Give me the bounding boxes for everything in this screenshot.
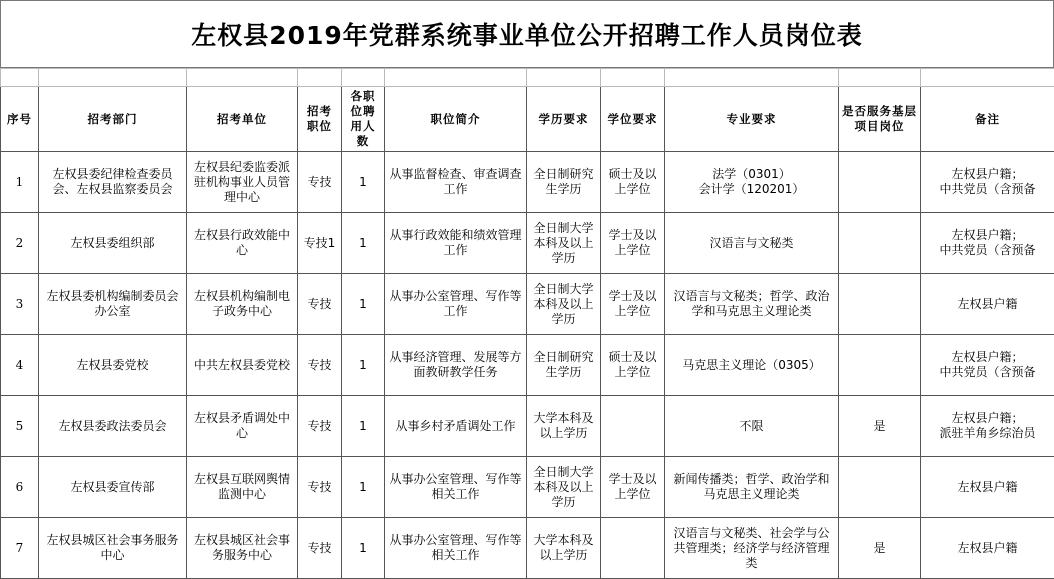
table-cell: 学士及以上学位 — [601, 457, 665, 518]
table-cell: 左权县委宣传部 — [39, 457, 187, 518]
header-cell: 招考部门 — [39, 87, 187, 152]
table-cell: 左权县委纪律检查委员会、左权县监察委员会 — [39, 152, 187, 213]
table-cell: 汉语言与文秘类；哲学、政治学和马克思主义理论类 — [665, 274, 839, 335]
table-cell: 从事办公室管理、写作等相关工作 — [385, 457, 527, 518]
table-cell: 3 — [1, 274, 39, 335]
table-cell: 专技 — [298, 457, 342, 518]
table-row — [1, 213, 1054, 274]
table-row — [1, 518, 1054, 579]
table-row — [1, 396, 1054, 457]
table-cell: 全日制大学本科及以上学历 — [527, 457, 601, 518]
table-cell: 从事经济管理、发展等方面教研教学任务 — [385, 335, 527, 396]
table-cell: 1 — [342, 152, 385, 213]
table-cell: 大学本科及以上学历 — [527, 518, 601, 579]
table-cell: 左权县矛盾调处中心 — [187, 396, 298, 457]
table-cell: 汉语言与文秘类、社会学与公共管理类；经济学与经济管理类 — [665, 518, 839, 579]
table-cell: 专技 — [298, 335, 342, 396]
table-cell: 是 — [839, 396, 921, 457]
table-cell: 1 — [342, 396, 385, 457]
table-cell: 1 — [342, 457, 385, 518]
table-cell: 左权县户籍； 中共党员（含预备 — [921, 152, 1054, 213]
table-cell: 左权县城区社会事务服务中心 — [187, 518, 298, 579]
table-cell: 6 — [1, 457, 39, 518]
table-cell: 1 — [342, 274, 385, 335]
table-cell: 全日制大学本科及以上学历 — [527, 213, 601, 274]
table-cell: 中共左权县委党校 — [187, 335, 298, 396]
table-cell: 左权县委机构编制委员会办公室 — [39, 274, 187, 335]
job-table — [0, 68, 1054, 579]
page-title: 左权县2019年党群系统事业单位公开招聘工作人员岗位表 — [0, 0, 1054, 68]
table-cell: 从事乡村矛盾调处工作 — [385, 396, 527, 457]
table-cell: 左权县委政法委员会 — [39, 396, 187, 457]
table-cell: 左权县委党校 — [39, 335, 187, 396]
table-cell: 7 — [1, 518, 39, 579]
table-cell: 左权县行政效能中心 — [187, 213, 298, 274]
table-row — [1, 457, 1054, 518]
table-cell: 汉语言与文秘类 — [665, 213, 839, 274]
header-row — [1, 87, 1054, 152]
table-cell: 大学本科及以上学历 — [527, 396, 601, 457]
header-cell: 学历要求 — [527, 87, 601, 152]
table-cell: 左权县互联网舆情监测中心 — [187, 457, 298, 518]
table-cell: 左权县户籍； 中共党员（含预备 — [921, 335, 1054, 396]
table-cell: 左权县委组织部 — [39, 213, 187, 274]
table-row — [1, 274, 1054, 335]
table-cell: 从事行政效能和绩效管理工作 — [385, 213, 527, 274]
table-cell: 1 — [1, 152, 39, 213]
table-cell: 不限 — [665, 396, 839, 457]
header-cell: 职位简介 — [385, 87, 527, 152]
table-cell: 硕士及以上学位 — [601, 152, 665, 213]
table-cell: 1 — [342, 518, 385, 579]
header-cell: 招考单位 — [187, 87, 298, 152]
table-cell: 从事监督检查、审查调查工作 — [385, 152, 527, 213]
table-cell — [839, 213, 921, 274]
table-cell: 专技 — [298, 518, 342, 579]
table-cell: 新闻传播类；哲学、政治学和马克思主义理论类 — [665, 457, 839, 518]
table-cell: 专技 — [298, 396, 342, 457]
table-cell: 学士及以上学位 — [601, 213, 665, 274]
table-cell: 全日制研究生学历 — [527, 335, 601, 396]
table-cell: 1 — [342, 335, 385, 396]
table-cell: 从事办公室管理、写作等工作 — [385, 274, 527, 335]
table-cell: 左权县纪委监委派驻机构事业人员管理中心 — [187, 152, 298, 213]
table-cell: 左权县户籍 — [921, 457, 1054, 518]
table-cell: 学士及以上学位 — [601, 274, 665, 335]
table-cell: 马克思主义理论（0305） — [665, 335, 839, 396]
table-cell — [839, 335, 921, 396]
table-cell: 左权县户籍； 派驻羊角乡综治员 — [921, 396, 1054, 457]
table-cell — [601, 518, 665, 579]
header-cell: 序号 — [1, 87, 39, 152]
header-cell: 各职位聘用人数 — [342, 87, 385, 152]
header-cell: 招考职位 — [298, 87, 342, 152]
table-cell: 2 — [1, 213, 39, 274]
table-cell: 全日制大学本科及以上学历 — [527, 274, 601, 335]
table-cell: 4 — [1, 335, 39, 396]
table-cell — [839, 274, 921, 335]
spacer-row — [1, 69, 1054, 87]
table-cell: 左权县城区社会事务服务中心 — [39, 518, 187, 579]
table-cell: 左权县户籍 — [921, 518, 1054, 579]
header-cell: 是否服务基层项目岗位 — [839, 87, 921, 152]
table-cell: 硕士及以上学位 — [601, 335, 665, 396]
table-cell: 左权县机构编制电子政务中心 — [187, 274, 298, 335]
table-cell: 1 — [342, 213, 385, 274]
table-cell — [601, 396, 665, 457]
header-cell: 专业要求 — [665, 87, 839, 152]
header-cell: 学位要求 — [601, 87, 665, 152]
table-cell — [839, 457, 921, 518]
table-cell: 左权县户籍 — [921, 274, 1054, 335]
table-cell: 是 — [839, 518, 921, 579]
table-cell — [839, 152, 921, 213]
table-cell: 专技1 — [298, 213, 342, 274]
table-cell: 专技 — [298, 152, 342, 213]
table-row — [1, 335, 1054, 396]
header-cell: 备注 — [921, 87, 1054, 152]
table-cell: 5 — [1, 396, 39, 457]
table-cell: 左权县户籍； 中共党员（含预备 — [921, 213, 1054, 274]
table-cell: 全日制研究生学历 — [527, 152, 601, 213]
table-body — [1, 152, 1054, 579]
table-cell: 法学（0301） 会计学（120201） — [665, 152, 839, 213]
table-cell: 专技 — [298, 274, 342, 335]
table-row — [1, 152, 1054, 213]
table-cell: 从事办公室管理、写作等相关工作 — [385, 518, 527, 579]
